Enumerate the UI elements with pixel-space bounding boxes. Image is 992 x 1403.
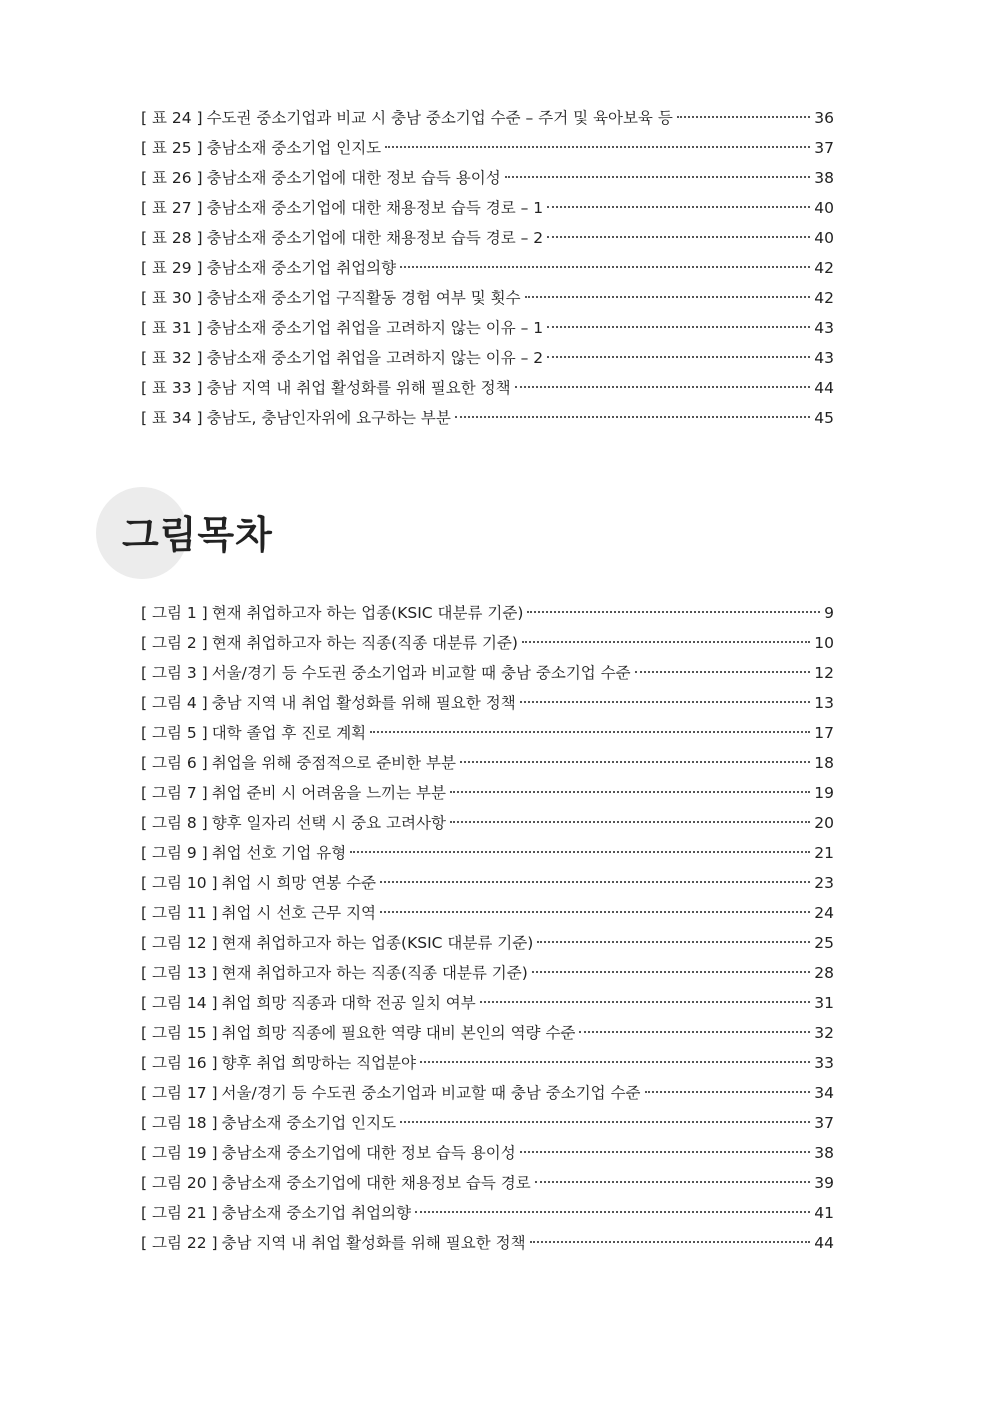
toc-entry-title: 충남소재 중소기업 취업의향	[221, 1204, 412, 1222]
toc-entry[interactable]	[141, 808, 834, 838]
toc-entry-title: 대학 졸업 후 진로 계획	[211, 724, 367, 742]
toc-entry-page-number: 38	[814, 169, 834, 187]
toc-entry-number: [ 표 31 ]	[141, 319, 203, 337]
toc-entry[interactable]	[141, 163, 834, 193]
toc-entry-number: [ 그림 11 ]	[141, 904, 218, 922]
toc-entry-page-number: 13	[814, 694, 834, 712]
toc-entry[interactable]	[141, 283, 834, 313]
toc-dot-leader	[579, 1031, 810, 1033]
toc-entry[interactable]	[141, 988, 834, 1018]
toc-entry-label	[141, 868, 376, 898]
toc-entry-page-number: 40	[814, 199, 834, 217]
toc-entry-page-number: 37	[814, 139, 834, 157]
toc-entry-title: 현재 취업하고자 하는 직종(직종 대분류 기준)	[221, 964, 528, 982]
toc-entry-label	[141, 778, 446, 808]
toc-entry[interactable]	[141, 1018, 834, 1048]
toc-entry[interactable]	[141, 403, 834, 433]
toc-dot-leader	[480, 1001, 811, 1003]
toc-entry-title: 서울/경기 등 수도권 중소기업과 비교할 때 충남 중소기업 수준	[211, 664, 631, 682]
toc-entry-label	[141, 1108, 396, 1138]
toc-entry-number: [ 그림 13 ]	[141, 964, 218, 982]
toc-entry-number: [ 표 34 ]	[141, 409, 203, 427]
toc-entry-label	[141, 1228, 526, 1258]
toc-entry[interactable]	[141, 928, 834, 958]
toc-entry-title: 충남소재 중소기업 인지도	[206, 139, 382, 157]
toc-entry-page-number: 36	[814, 109, 834, 127]
toc-entry-page-number: 43	[814, 349, 834, 367]
toc-entry[interactable]	[141, 1078, 834, 1108]
toc-entry-number: [ 그림 2 ]	[141, 634, 208, 652]
toc-entry[interactable]	[141, 748, 834, 778]
toc-dot-leader	[505, 176, 811, 178]
toc-dot-leader	[400, 266, 810, 268]
toc-dot-leader	[400, 1121, 810, 1123]
toc-entry-number: [ 그림 17 ]	[141, 1084, 218, 1102]
toc-entry-page-number: 23	[814, 874, 834, 892]
toc-entry[interactable]	[141, 343, 834, 373]
toc-dot-leader	[532, 971, 810, 973]
toc-entry-number: [ 그림 10 ]	[141, 874, 218, 892]
toc-entry-number: [ 그림 4 ]	[141, 694, 208, 712]
toc-dot-leader	[450, 791, 810, 793]
toc-entry-label	[141, 403, 451, 433]
toc-entry-number: [ 표 29 ]	[141, 259, 203, 277]
toc-entry-title: 충남 지역 내 취업 활성화를 위해 필요한 정책	[221, 1234, 526, 1252]
toc-entry-number: [ 표 27 ]	[141, 199, 203, 217]
toc-entry-title: 취업 준비 시 어려움을 느끼는 부분	[211, 784, 446, 802]
toc-entry-label	[141, 313, 543, 343]
toc-entry-title: 취업 시 희망 연봉 수준	[221, 874, 377, 892]
toc-entry-label	[141, 223, 543, 253]
toc-entry[interactable]	[141, 313, 834, 343]
toc-entry[interactable]	[141, 373, 834, 403]
toc-entry-page-number: 37	[814, 1114, 834, 1132]
toc-entry-label	[141, 283, 521, 313]
toc-dot-leader	[370, 731, 810, 733]
toc-entry-label	[141, 193, 543, 223]
toc-entry-title: 충남소재 중소기업 취업을 고려하지 않는 이유 – 2	[206, 349, 544, 367]
toc-entry-page-number: 33	[814, 1054, 834, 1072]
table-of-figures	[141, 598, 834, 1258]
toc-entry-page-number: 25	[814, 934, 834, 952]
toc-entry-page-number: 34	[814, 1084, 834, 1102]
toc-entry-page-number: 28	[814, 964, 834, 982]
toc-entry-label	[141, 343, 543, 373]
toc-entry-page-number: 24	[814, 904, 834, 922]
toc-entry[interactable]	[141, 778, 834, 808]
toc-entry[interactable]	[141, 1048, 834, 1078]
toc-entry-label	[141, 748, 456, 778]
toc-entry-page-number: 40	[814, 229, 834, 247]
toc-entry-label	[141, 1198, 411, 1228]
toc-entry-title: 충남소재 중소기업에 대한 채용정보 습득 경로	[221, 1174, 531, 1192]
toc-entry[interactable]	[141, 1168, 834, 1198]
toc-entry-title: 취업 선호 기업 유형	[211, 844, 347, 862]
toc-entry[interactable]	[141, 103, 834, 133]
toc-entry-label	[141, 838, 346, 868]
toc-entry-number: [ 그림 18 ]	[141, 1114, 218, 1132]
toc-entry-title: 충남소재 중소기업 취업의향	[206, 259, 397, 277]
toc-entry-title: 서울/경기 등 수도권 중소기업과 비교할 때 충남 중소기업 수준	[221, 1084, 641, 1102]
toc-entry-number: [ 표 30 ]	[141, 289, 203, 307]
toc-entry-label	[141, 103, 673, 133]
toc-entry-page-number: 10	[814, 634, 834, 652]
toc-entry-label	[141, 598, 523, 628]
toc-dot-leader	[547, 326, 810, 328]
table-of-tables	[141, 103, 834, 433]
figure-contents-heading: 그림목차	[122, 513, 273, 557]
toc-entry-title: 충남소재 중소기업 취업을 고려하지 않는 이유 – 1	[206, 319, 544, 337]
toc-entry-number: [ 그림 8 ]	[141, 814, 208, 832]
toc-entry-title: 취업을 위해 중점적으로 준비한 부분	[211, 754, 456, 772]
toc-entry-number: [ 그림 22 ]	[141, 1234, 218, 1252]
toc-entry-page-number: 44	[814, 1234, 834, 1252]
toc-entry-page-number: 21	[814, 844, 834, 862]
toc-dot-leader	[525, 296, 811, 298]
toc-entry-label	[141, 628, 518, 658]
toc-entry[interactable]	[141, 1198, 834, 1228]
toc-entry[interactable]	[141, 718, 834, 748]
toc-dot-leader	[420, 1061, 810, 1063]
toc-entry-title: 충남소재 중소기업 인지도	[221, 1114, 397, 1132]
toc-dot-leader	[460, 761, 810, 763]
toc-entry-title: 충남소재 중소기업에 대한 정보 습득 용이성	[221, 1144, 516, 1162]
toc-entry-page-number: 39	[814, 1174, 834, 1192]
toc-entry-label	[141, 1018, 575, 1048]
toc-entry-page-number: 20	[814, 814, 834, 832]
toc-dot-leader	[385, 146, 810, 148]
toc-dot-leader	[547, 236, 810, 238]
toc-entry-number: [ 그림 14 ]	[141, 994, 218, 1012]
toc-dot-leader	[455, 416, 810, 418]
toc-entry-title: 현재 취업하고자 하는 업종(KSIC 대분류 기준)	[211, 604, 524, 622]
toc-entry-page-number: 31	[814, 994, 834, 1012]
toc-entry-number: [ 그림 7 ]	[141, 784, 208, 802]
toc-dot-leader	[520, 701, 811, 703]
toc-entry-page-number: 42	[814, 289, 834, 307]
toc-dot-leader	[535, 1181, 811, 1183]
toc-dot-leader	[520, 1151, 811, 1153]
toc-dot-leader	[450, 821, 810, 823]
toc-entry-number: [ 그림 6 ]	[141, 754, 208, 772]
toc-entry-title: 충남소재 중소기업에 대한 채용정보 습득 경로 – 2	[206, 229, 544, 247]
toc-entry-page-number: 19	[814, 784, 834, 802]
toc-entry-page-number: 45	[814, 409, 834, 427]
toc-entry-title: 현재 취업하고자 하는 직종(직종 대분류 기준)	[211, 634, 518, 652]
toc-entry-title: 충남 지역 내 취업 활성화를 위해 필요한 정책	[206, 379, 511, 397]
toc-entry-label	[141, 988, 476, 1018]
toc-entry-label	[141, 1048, 416, 1078]
toc-dot-leader	[547, 356, 810, 358]
toc-entry-title: 현재 취업하고자 하는 업종(KSIC 대분류 기준)	[221, 934, 534, 952]
toc-entry-label	[141, 373, 511, 403]
toc-dot-leader	[527, 611, 820, 613]
toc-entry[interactable]	[141, 838, 834, 868]
toc-entry-label	[141, 808, 446, 838]
toc-entry-label	[141, 253, 396, 283]
toc-entry-page-number: 41	[814, 1204, 834, 1222]
toc-entry-page-number: 12	[814, 664, 834, 682]
toc-entry-label	[141, 928, 533, 958]
toc-dot-leader	[380, 881, 810, 883]
toc-entry[interactable]	[141, 193, 834, 223]
toc-dot-leader	[530, 1241, 811, 1243]
toc-entry[interactable]	[141, 598, 834, 628]
toc-entry-title: 충남소재 중소기업에 대한 정보 습득 용이성	[206, 169, 501, 187]
toc-entry-title: 충남소재 중소기업 구직활동 경험 여부 및 횟수	[206, 289, 521, 307]
toc-entry-number: [ 그림 16 ]	[141, 1054, 218, 1072]
toc-entry-number: [ 그림 1 ]	[141, 604, 208, 622]
toc-entry-page-number: 43	[814, 319, 834, 337]
toc-entry-label	[141, 133, 381, 163]
toc-entry-number: [ 표 25 ]	[141, 139, 203, 157]
toc-entry-title: 취업 시 선호 근무 지역	[221, 904, 377, 922]
toc-entry-label	[141, 898, 376, 928]
toc-entry[interactable]	[141, 253, 834, 283]
toc-entry-page-number: 9	[824, 604, 834, 622]
toc-entry-number: [ 그림 3 ]	[141, 664, 208, 682]
toc-entry-label	[141, 163, 501, 193]
toc-entry-page-number: 44	[814, 379, 834, 397]
toc-entry[interactable]	[141, 958, 834, 988]
toc-entry-number: [ 그림 19 ]	[141, 1144, 218, 1162]
toc-entry-number: [ 그림 15 ]	[141, 1024, 218, 1042]
toc-entry-number: [ 표 24 ]	[141, 109, 203, 127]
toc-entry[interactable]	[141, 868, 834, 898]
toc-entry[interactable]	[141, 898, 834, 928]
toc-dot-leader	[645, 1091, 811, 1093]
toc-entry-title: 향후 일자리 선택 시 중요 고려사항	[211, 814, 446, 832]
toc-dot-leader	[415, 1211, 810, 1213]
toc-dot-leader	[380, 911, 810, 913]
toc-entry[interactable]	[141, 688, 834, 718]
toc-entry[interactable]	[141, 1228, 834, 1258]
toc-entry-label	[141, 658, 631, 688]
toc-dot-leader	[537, 941, 810, 943]
toc-entry-number: [ 표 26 ]	[141, 169, 203, 187]
toc-entry-label	[141, 1168, 531, 1198]
toc-entry[interactable]	[141, 223, 834, 253]
toc-dot-leader	[547, 206, 810, 208]
toc-entry-page-number: 17	[814, 724, 834, 742]
toc-entry-label	[141, 958, 528, 988]
toc-entry-number: [ 그림 9 ]	[141, 844, 208, 862]
toc-entry-title: 충남소재 중소기업에 대한 채용정보 습득 경로 – 1	[206, 199, 544, 217]
toc-entry-label	[141, 718, 366, 748]
toc-dot-leader	[350, 851, 810, 853]
toc-entry-title: 충남도, 충남인자위에 요구하는 부분	[206, 409, 451, 427]
toc-entry-label	[141, 1138, 516, 1168]
toc-dot-leader	[635, 671, 811, 673]
toc-entry-number: [ 그림 12 ]	[141, 934, 218, 952]
toc-entry-number: [ 표 28 ]	[141, 229, 203, 247]
toc-entry-label	[141, 1078, 641, 1108]
toc-dot-leader	[515, 386, 811, 388]
toc-entry-page-number: 42	[814, 259, 834, 277]
toc-entry-label	[141, 688, 516, 718]
toc-entry-title: 취업 희망 직종에 필요한 역량 대비 본인의 역량 수준	[221, 1024, 576, 1042]
toc-entry-page-number: 32	[814, 1024, 834, 1042]
toc-entry-title: 수도권 중소기업과 비교 시 충남 중소기업 수준 – 주거 및 육아보육 등	[206, 109, 673, 127]
toc-entry[interactable]	[141, 1138, 834, 1168]
toc-entry-number: [ 그림 20 ]	[141, 1174, 218, 1192]
toc-entry-number: [ 그림 21 ]	[141, 1204, 218, 1222]
toc-entry-title: 향후 취업 희망하는 직업분야	[221, 1054, 417, 1072]
toc-entry-page-number: 38	[814, 1144, 834, 1162]
toc-entry[interactable]	[141, 1108, 834, 1138]
toc-entry[interactable]	[141, 133, 834, 163]
toc-entry[interactable]	[141, 628, 834, 658]
toc-dot-leader	[522, 641, 810, 643]
toc-entry-number: [ 그림 5 ]	[141, 724, 208, 742]
toc-entry-title: 취업 희망 직종과 대학 전공 일치 여부	[221, 994, 476, 1012]
toc-entry-page-number: 18	[814, 754, 834, 772]
toc-dot-leader	[677, 116, 810, 118]
toc-entry-title: 충남 지역 내 취업 활성화를 위해 필요한 정책	[211, 694, 516, 712]
toc-entry-number: [ 표 32 ]	[141, 349, 203, 367]
toc-entry[interactable]	[141, 658, 834, 688]
toc-entry-number: [ 표 33 ]	[141, 379, 203, 397]
